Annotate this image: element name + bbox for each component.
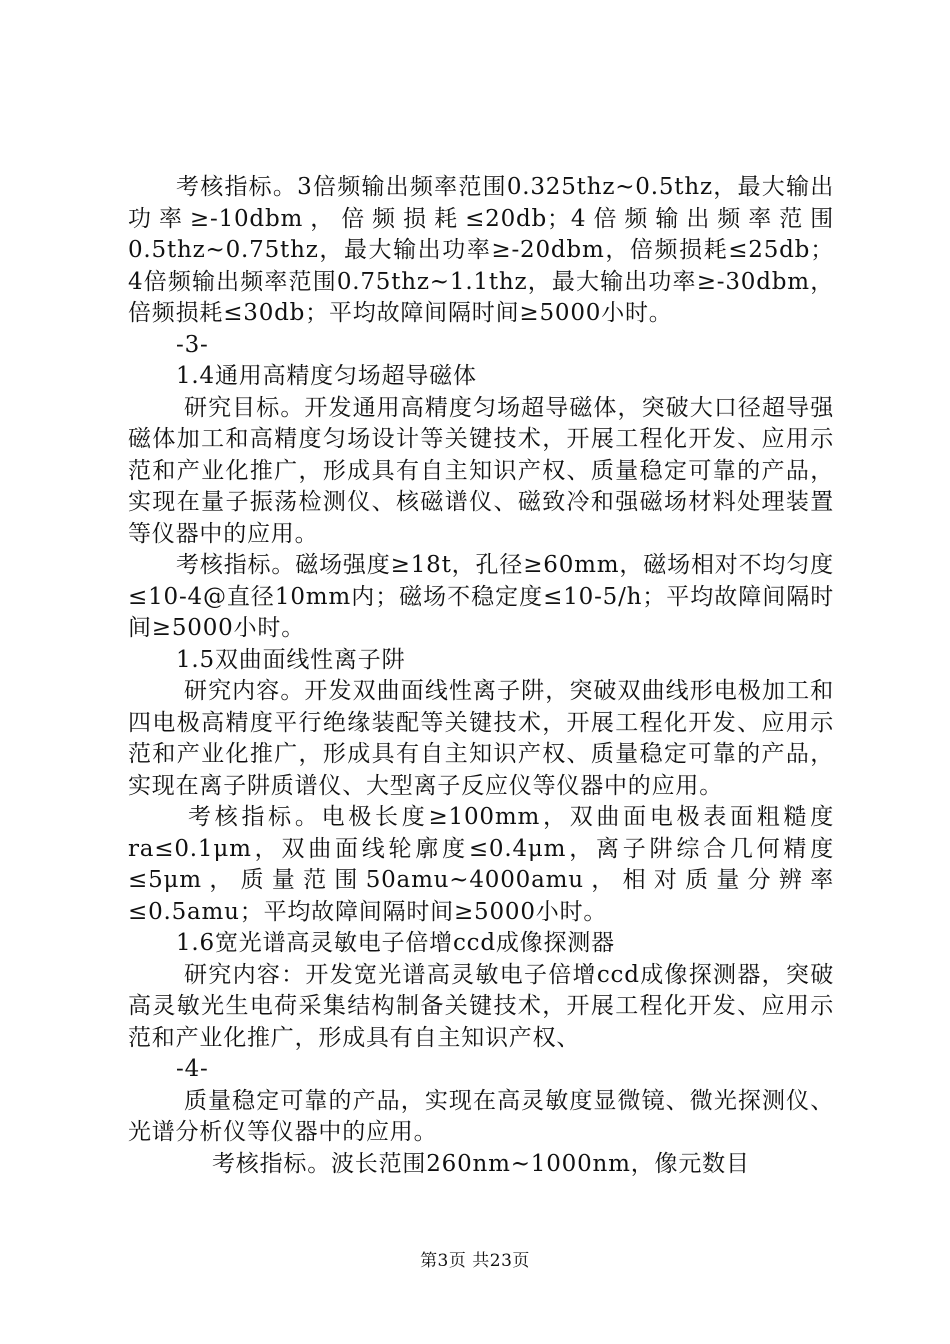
paragraph-ccd-content: 研究内容：开发宽光谱高灵敏电子倍增ccd成像探测器，突破高灵敏光生电荷采集结构制备关键技术，开展工程化开发、应用示范和产业化推广，形成具有自主知识产权、 bbox=[128, 961, 834, 1051]
paragraph-ccd-indicators: 考核指标。波长范围260nm~1000nm，像元数目 bbox=[212, 1150, 750, 1177]
paragraph-frequency-indicators: 考核指标。3倍频输出频率范围0.325thz~0.5thz，最大输出功率≥-10dbm，倍频损耗≤20db；4倍频输出频率范围0.5thz~0.75thz，最大输出功率≥-20dbm，倍频损耗≤25db；4倍频输出频率范围0.75thz~1.1thz，最大输出功率≥-30dbm，倍频损耗≤30db；平均故障间隔时间≥5000小时。 bbox=[128, 174, 834, 326]
page-marker-4: -4- bbox=[176, 1056, 209, 1082]
page-marker-3: -3- bbox=[176, 331, 209, 358]
section-heading-1-6: 1.6宽光谱高灵敏电子倍增ccd成像探测器 bbox=[176, 930, 615, 956]
paragraph-ion-trap-content: 研究内容。开发双曲面线性离子阱，突破双曲线形电极加工和四电极高精度平行绝缘装配等关键技术，开展工程化开发、应用示范和产业化推广，形成具有自主知识产权、质量稳定可靠的产品，实现在离子阱质谱仪、大型离子反应仪等仪器中的应用。 bbox=[128, 678, 834, 799]
section-heading-1-5: 1.5双曲面线性离子阱 bbox=[176, 646, 406, 673]
paragraph-magnet-indicators: 考核指标。磁场强度≥18t，孔径≥60mm，磁场相对不均匀度≤10-4@直径10mm内；磁场不稳定度≤10-5/h；平均故障间隔时间≥5000小时。 bbox=[128, 552, 834, 641]
paragraph-ion-trap-indicators: 考核指标。电极长度≥100mm，双曲面电极表面粗糙度ra≤0.1μm，双曲面线轮廓度≤0.4μm，离子阱综合几何精度≤5μm，质量范围50amu~4000amu，相对质量分辨率≤0.5amu；平均故障间隔时间≥5000小时。 bbox=[128, 804, 834, 925]
section-heading-1-4: 1.4通用高精度匀场超导磁体 bbox=[176, 363, 477, 389]
document-body bbox=[128, 172, 834, 1180]
paragraph-ccd-content-continued: 质量稳定可靠的产品，实现在高灵敏度显微镜、微光探测仪、光谱分析仪等仪器中的应用。 bbox=[128, 1087, 834, 1145]
paragraph-magnet-goal: 研究目标。开发通用高精度匀场超导磁体，突破大口径超导强磁体加工和高精度匀场设计等关键技术，开展工程化开发、应用示范和产业化推广，形成具有自主知识产权、质量稳定可靠的产品，实现在量子振荡检测仪、核磁谱仪、磁致冷和强磁场材料处理装置等仪器中的应用。 bbox=[128, 394, 834, 547]
page-footer: 第3页 共23页 bbox=[420, 1251, 530, 1271]
